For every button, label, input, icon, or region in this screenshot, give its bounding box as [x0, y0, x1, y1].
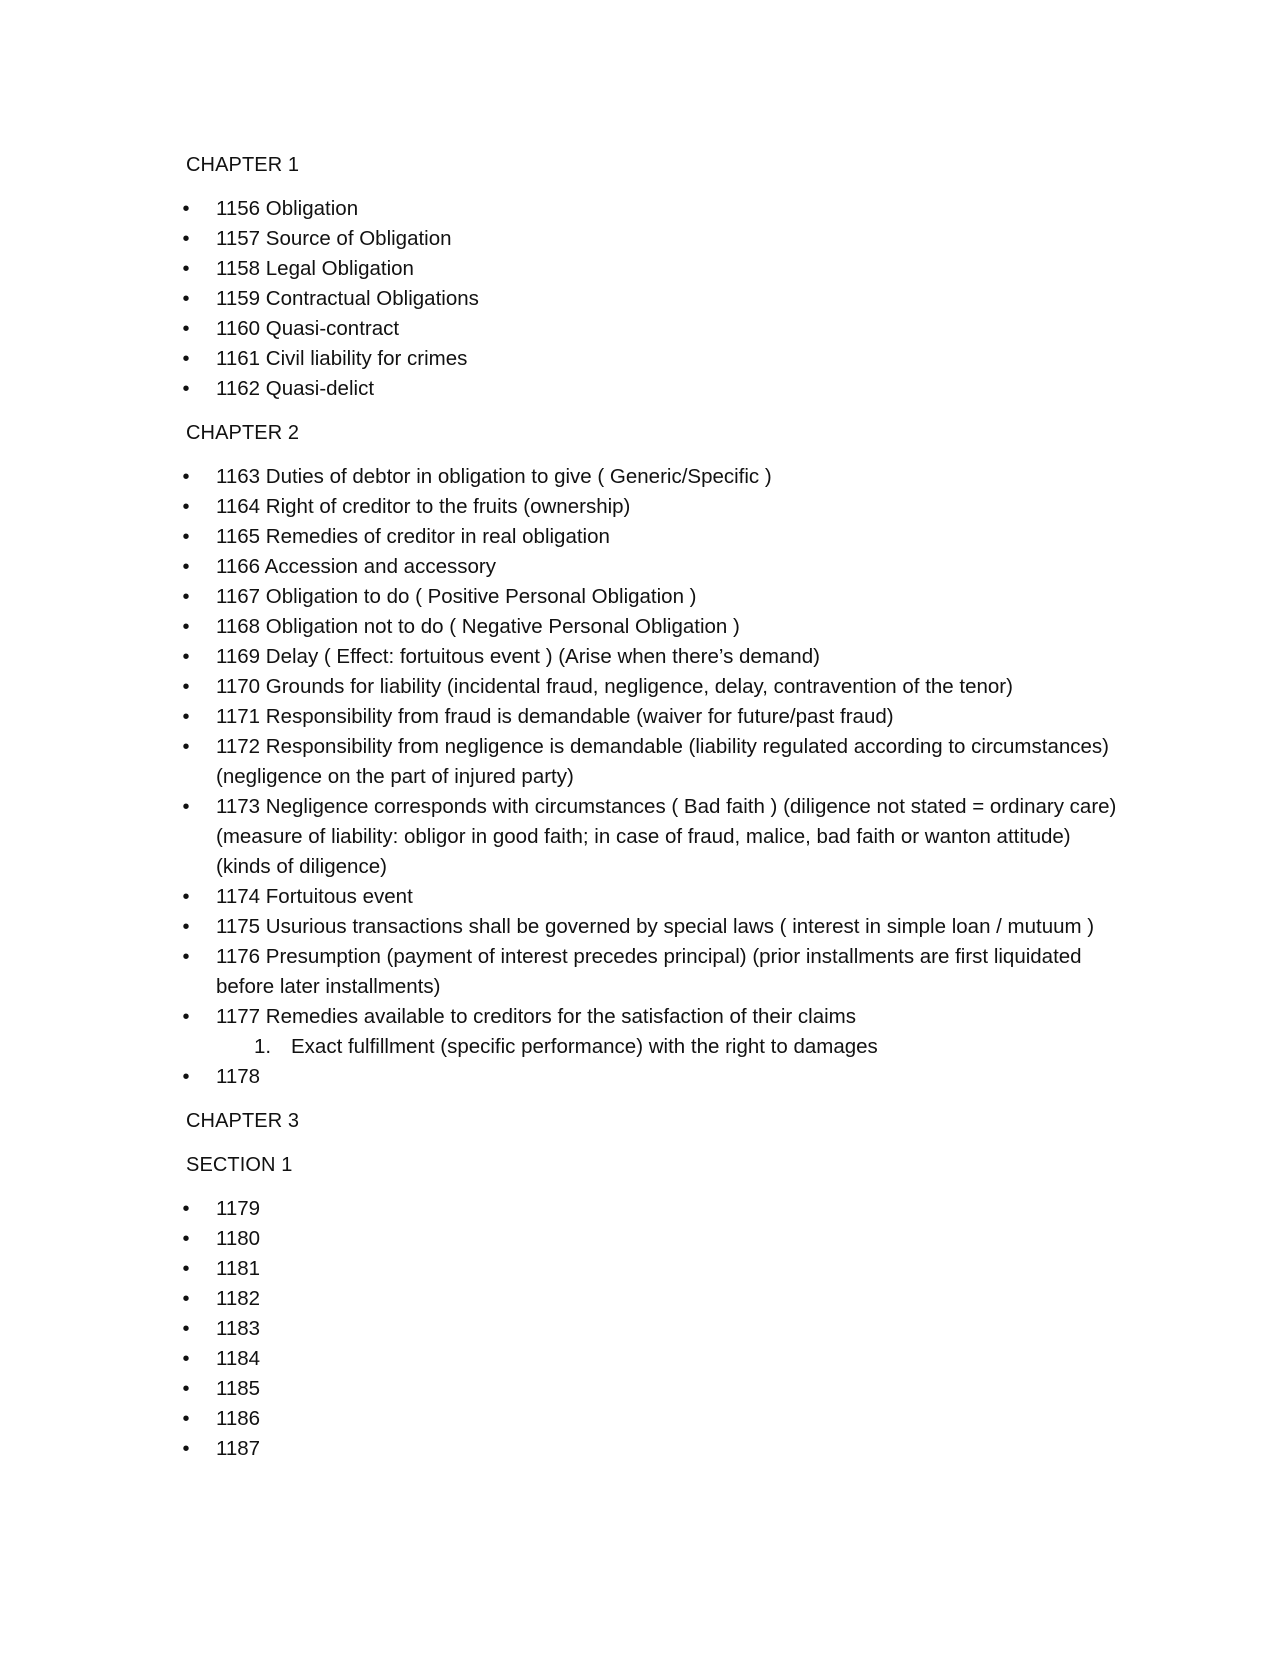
- bullet-icon: •: [182, 1258, 190, 1280]
- bullet-icon: •: [182, 556, 190, 578]
- bullet-icon: •: [182, 886, 190, 908]
- list-item: [182, 374, 1126, 404]
- bullet-icon: •: [182, 916, 190, 938]
- list-item: [182, 552, 1126, 582]
- list-item: [182, 582, 1126, 612]
- list-item-text: 1171 Responsibility from fraud is demandable (waiver for future/past fraud): [216, 705, 894, 728]
- list-item-text: 1164 Right of creditor to the fruits (ownership): [216, 495, 631, 518]
- section-heading: CHAPTER 3: [186, 1110, 300, 1132]
- bullet-icon: •: [182, 496, 190, 518]
- bullet-list: [182, 1194, 1126, 1464]
- document-body: [182, 150, 1126, 1478]
- list-item-text: 1187: [216, 1437, 261, 1460]
- section-heading: CHAPTER 2: [186, 422, 300, 444]
- list-item-text: 1173 Negligence corresponds with circumstances ( Bad faith ) (diligence not stated = ordinary care) (measure of liability: obligor in good faith; in case of fraud, malice, bad faith or wanton attitude) (kinds of diligence): [216, 795, 1117, 878]
- bullet-icon: •: [182, 676, 190, 698]
- list-item: [182, 1002, 1126, 1062]
- list-item: [182, 1062, 1126, 1092]
- numbered-sublist: [216, 1032, 1126, 1062]
- list-item: [182, 702, 1126, 732]
- bullet-icon: •: [182, 706, 190, 728]
- list-item: [182, 1194, 1126, 1224]
- item-number: 1.: [254, 1035, 272, 1058]
- bullet-list: [182, 194, 1126, 404]
- list-item: [182, 522, 1126, 552]
- bullet-list: [182, 462, 1126, 1092]
- list-item: [182, 1254, 1126, 1284]
- bullet-icon: •: [182, 1006, 190, 1028]
- list-item-text: 1166 Accession and accessory: [216, 555, 496, 578]
- list-item: [182, 344, 1126, 374]
- list-item: [182, 194, 1126, 224]
- list-item-text: 1179: [216, 1197, 261, 1220]
- bullet-icon: •: [182, 1066, 190, 1088]
- list-item-text: 1165 Remedies of creditor in real obligation: [216, 525, 610, 548]
- bullet-icon: •: [182, 378, 190, 400]
- list-item: [182, 254, 1126, 284]
- numbered-item-text: Exact fulfillment (specific performance) with the right to damages: [291, 1035, 878, 1058]
- list-item-text: 1183: [216, 1317, 261, 1340]
- bullet-icon: •: [182, 1318, 190, 1340]
- list-item: [182, 284, 1126, 314]
- bullet-icon: •: [182, 1288, 190, 1310]
- list-item-text: 1163 Duties of debtor in obligation to give ( Generic/Specific ): [216, 465, 772, 488]
- bullet-icon: •: [182, 1438, 190, 1460]
- bullet-icon: •: [182, 258, 190, 280]
- bullet-icon: •: [182, 1378, 190, 1400]
- list-item-text: 1175 Usurious transactions shall be governed by special laws ( interest in simple loan / mutuum ): [216, 915, 1095, 938]
- bullet-icon: •: [182, 646, 190, 668]
- list-item-text: 1178: [216, 1065, 261, 1088]
- list-item-text: 1162 Quasi-delict: [216, 377, 375, 400]
- list-item: [182, 314, 1126, 344]
- bullet-icon: •: [182, 946, 190, 968]
- list-item-text: 1185: [216, 1377, 261, 1400]
- list-item: [182, 224, 1126, 254]
- list-item: [182, 612, 1126, 642]
- list-item-text: 1172 Responsibility from negligence is demandable (liability regulated according to circumstances) (negligence on the part of injured party): [216, 735, 1109, 788]
- list-item: [182, 1344, 1126, 1374]
- bullet-icon: •: [182, 736, 190, 758]
- list-item: [182, 1404, 1126, 1434]
- list-item-text: 1174 Fortuitous event: [216, 885, 413, 908]
- bullet-icon: •: [182, 586, 190, 608]
- list-item: [182, 942, 1126, 1002]
- list-item-text: 1177 Remedies available to creditors for the satisfaction of their claims: [216, 1005, 856, 1028]
- list-item-text: 1180: [216, 1227, 261, 1250]
- list-item: [182, 672, 1126, 702]
- bullet-icon: •: [182, 288, 190, 310]
- bullet-icon: •: [182, 1348, 190, 1370]
- list-item-text: 1182: [216, 1287, 261, 1310]
- list-item: [182, 462, 1126, 492]
- list-item: [182, 1374, 1126, 1404]
- bullet-icon: •: [182, 348, 190, 370]
- bullet-icon: •: [182, 466, 190, 488]
- list-item-text: 1167 Obligation to do ( Positive Personal Obligation ): [216, 585, 697, 608]
- list-item-text: 1169 Delay ( Effect: fortuitous event ) (Arise when there’s demand): [216, 645, 820, 668]
- bullet-icon: •: [182, 228, 190, 250]
- list-item-text: 1176 Presumption (payment of interest precedes principal) (prior installments are first liquidated before later installments): [216, 945, 1082, 998]
- list-item: [182, 732, 1126, 792]
- list-item: [182, 792, 1126, 882]
- section-heading: CHAPTER 1: [186, 154, 300, 176]
- list-item: [182, 492, 1126, 522]
- bullet-icon: •: [182, 318, 190, 340]
- list-item: [182, 912, 1126, 942]
- list-item: [182, 1284, 1126, 1314]
- list-item-text: 1170 Grounds for liability (incidental fraud, negligence, delay, contravention of the tenor): [216, 675, 1013, 698]
- bullet-icon: •: [182, 796, 190, 818]
- list-item-text: 1181: [216, 1257, 261, 1280]
- section-heading: SECTION 1: [186, 1154, 293, 1176]
- list-item: [182, 1224, 1126, 1254]
- bullet-icon: •: [182, 198, 190, 220]
- bullet-icon: •: [182, 526, 190, 548]
- list-item-text: 1156 Obligation: [216, 197, 359, 220]
- bullet-icon: •: [182, 1228, 190, 1250]
- bullet-icon: •: [182, 1408, 190, 1430]
- list-item-text: 1157 Source of Obligation: [216, 227, 452, 250]
- list-item-text: 1168 Obligation not to do ( Negative Personal Obligation ): [216, 615, 740, 638]
- list-item: [182, 1314, 1126, 1344]
- list-item: [182, 1434, 1126, 1464]
- list-item: [182, 882, 1126, 912]
- list-item-text: 1186: [216, 1407, 261, 1430]
- list-item-text: 1158 Legal Obligation: [216, 257, 414, 280]
- list-item-text: 1184: [216, 1347, 261, 1370]
- list-item-text: 1160 Quasi-contract: [216, 317, 400, 340]
- list-item: [182, 642, 1126, 672]
- bullet-icon: •: [182, 616, 190, 638]
- list-item-text: 1161 Civil liability for crimes: [216, 347, 468, 370]
- list-item-text: 1159 Contractual Obligations: [216, 287, 479, 310]
- numbered-item: [254, 1032, 1126, 1062]
- bullet-icon: •: [182, 1198, 190, 1220]
